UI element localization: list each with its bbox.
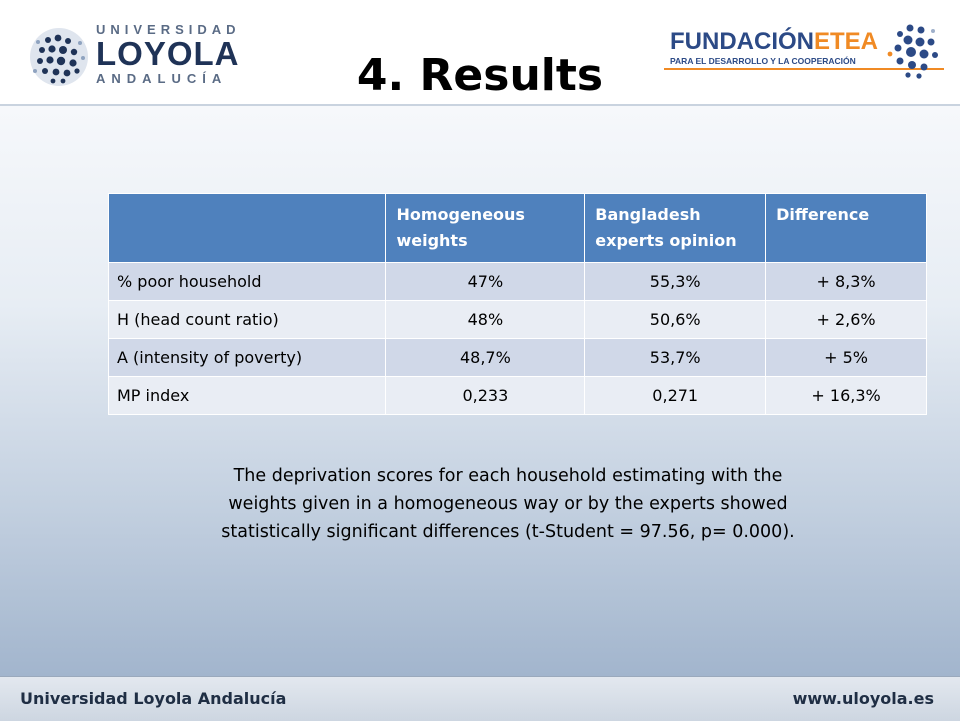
table-cell: % poor household [109, 263, 386, 301]
header [0, 0, 960, 105]
loyola-logo-bottom-text: ANDALUCÍA [96, 71, 228, 86]
table-cell: 0,271 [585, 377, 766, 415]
table-header-cell: Difference [766, 194, 927, 263]
etea-logo-subtitle: PARA EL DESARROLLO Y LA COOPERACIÓN [670, 56, 856, 66]
table-cell: 55,3% [585, 263, 766, 301]
loyola-logo-main-text: LOYOLA [96, 35, 240, 72]
table-cell: + 16,3% [766, 377, 927, 415]
table-cell: MP index [109, 377, 386, 415]
table-cell: + 8,3% [766, 263, 927, 301]
loyola-logo-top-text: UNIVERSIDAD [96, 22, 241, 37]
table-cell: 47% [386, 263, 585, 301]
etea-logo-name-part2: ETEA [814, 28, 879, 55]
table-header-row [109, 194, 927, 263]
table-header-cell [109, 194, 386, 263]
etea-logo-name-part1: FUNDACIÓN [670, 28, 814, 55]
footer-university-name: Universidad Loyola Andalucía [20, 689, 287, 708]
table-cell: H (head count ratio) [109, 301, 386, 339]
results-note: The deprivation scores for each household estimating with the weights given in a homogeneous way or by the experts showed statistically significant differences (t-Student = 97.56, p= 0.000). [221, 466, 795, 542]
table-header-cell: Homogeneous weights [386, 194, 585, 263]
table-header-cell: Bangladesh experts opinion [585, 194, 766, 263]
table-row [109, 339, 927, 377]
table-row [109, 377, 927, 415]
table-cell: 0,233 [386, 377, 585, 415]
footer [0, 676, 960, 721]
results-table [108, 193, 927, 415]
table-cell: + 5% [766, 339, 927, 377]
footer-website-link[interactable]: www.uloyola.es [792, 689, 934, 708]
table-cell: 50,6% [585, 301, 766, 339]
slide-title: 4. Results [356, 50, 604, 101]
table-cell: A (intensity of poverty) [109, 339, 386, 377]
table-row [109, 301, 927, 339]
table-cell: + 2,6% [766, 301, 927, 339]
table-row [109, 263, 927, 301]
table-cell: 48% [386, 301, 585, 339]
table-cell: 53,7% [585, 339, 766, 377]
table-cell: 48,7% [386, 339, 585, 377]
